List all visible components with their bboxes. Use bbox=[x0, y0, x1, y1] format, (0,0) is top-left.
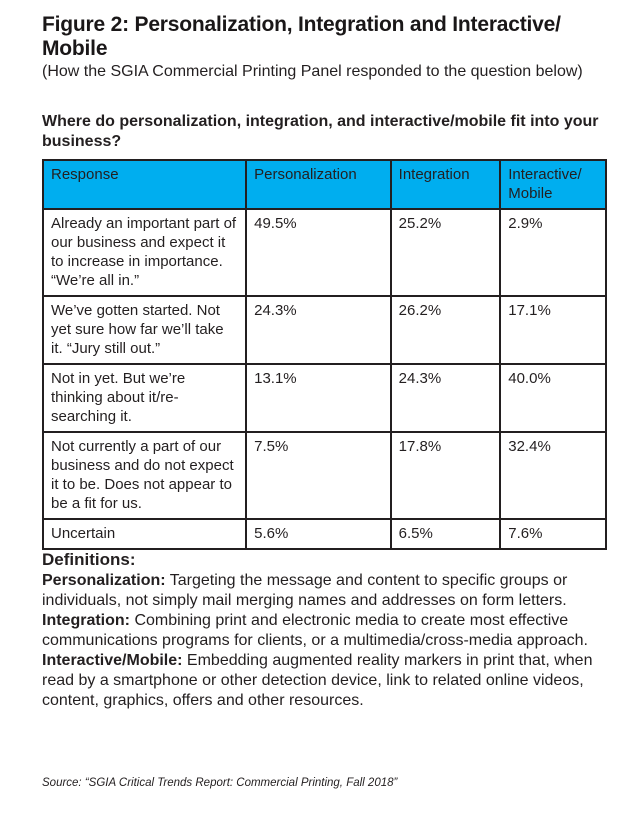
cell-response: We’ve gotten started. Not yet sure how far we’ll take it. “Jury still out.” bbox=[43, 296, 246, 364]
cell-integration: 25.2% bbox=[391, 209, 501, 296]
cell-response: Already an important part of our business and expect it to increase in importance. “We’re all in.” bbox=[43, 209, 246, 296]
definition-personalization bbox=[42, 571, 612, 611]
table-row bbox=[43, 519, 606, 549]
header-integration: Integration bbox=[391, 160, 501, 209]
cell-personalization: 49.5% bbox=[246, 209, 391, 296]
header-response: Response bbox=[43, 160, 246, 209]
cell-integration: 24.3% bbox=[391, 364, 501, 432]
table-row bbox=[43, 364, 606, 432]
cell-personalization: 5.6% bbox=[246, 519, 391, 549]
definition-text: Embedding augmented reality markers in print that, when read by a smartphone or other detection device, link to related online videos, content, graphics, offers and other resources. bbox=[42, 652, 593, 709]
figure-subtitle: (How the SGIA Commercial Printing Panel responded to the question below) bbox=[42, 63, 583, 80]
definition-term: Personalization: bbox=[42, 572, 166, 589]
table-row bbox=[43, 296, 606, 364]
cell-personalization: 7.5% bbox=[246, 432, 391, 519]
definitions-section bbox=[42, 550, 612, 711]
cell-integration: 26.2% bbox=[391, 296, 501, 364]
cell-response: Not currently a part of our business and do not expect it to be. Does not appear to be a fit for us. bbox=[43, 432, 246, 519]
survey-question: Where do personalization, integration, and interactive/mobile fit into your business? bbox=[42, 113, 599, 150]
table-row bbox=[43, 432, 606, 519]
cell-response: Not in yet. But we’re thinking about it/re-searching it. bbox=[43, 364, 246, 432]
cell-personalization: 24.3% bbox=[246, 296, 391, 364]
cell-response: Uncertain bbox=[43, 519, 246, 549]
definition-interactive-mobile bbox=[42, 651, 612, 711]
table-row bbox=[43, 209, 606, 296]
cell-integration: 17.8% bbox=[391, 432, 501, 519]
cell-interactive-mobile: 2.9% bbox=[500, 209, 606, 296]
header-personalization: Personalization bbox=[246, 160, 391, 209]
cell-integration: 6.5% bbox=[391, 519, 501, 549]
source-citation: Source: “SGIA Critical Trends Report: Commercial Printing, Fall 2018” bbox=[42, 777, 398, 789]
definition-term: Interactive/Mobile: bbox=[42, 652, 183, 669]
definition-integration bbox=[42, 611, 612, 651]
table-header-row bbox=[43, 160, 606, 209]
definitions-heading: Definitions: bbox=[42, 550, 136, 569]
cell-interactive-mobile: 40.0% bbox=[500, 364, 606, 432]
figure-title: Figure 2: Personalization, Integration and Interactive/ Mobile bbox=[42, 13, 561, 60]
definition-term: Integration: bbox=[42, 612, 130, 629]
definition-text: Targeting the message and content to specific groups or individuals, not simply mail merging names and addresses on form letters. bbox=[42, 572, 568, 609]
cell-interactive-mobile: 32.4% bbox=[500, 432, 606, 519]
results-table bbox=[42, 159, 607, 550]
cell-interactive-mobile: 7.6% bbox=[500, 519, 606, 549]
cell-interactive-mobile: 17.1% bbox=[500, 296, 606, 364]
definition-text: Combining print and electronic media to create most effective communications programs for clients, or a multimedia/cross-media approach. bbox=[42, 612, 588, 649]
cell-personalization: 13.1% bbox=[246, 364, 391, 432]
header-interactive-mobile: Interactive/ Mobile bbox=[500, 160, 606, 209]
